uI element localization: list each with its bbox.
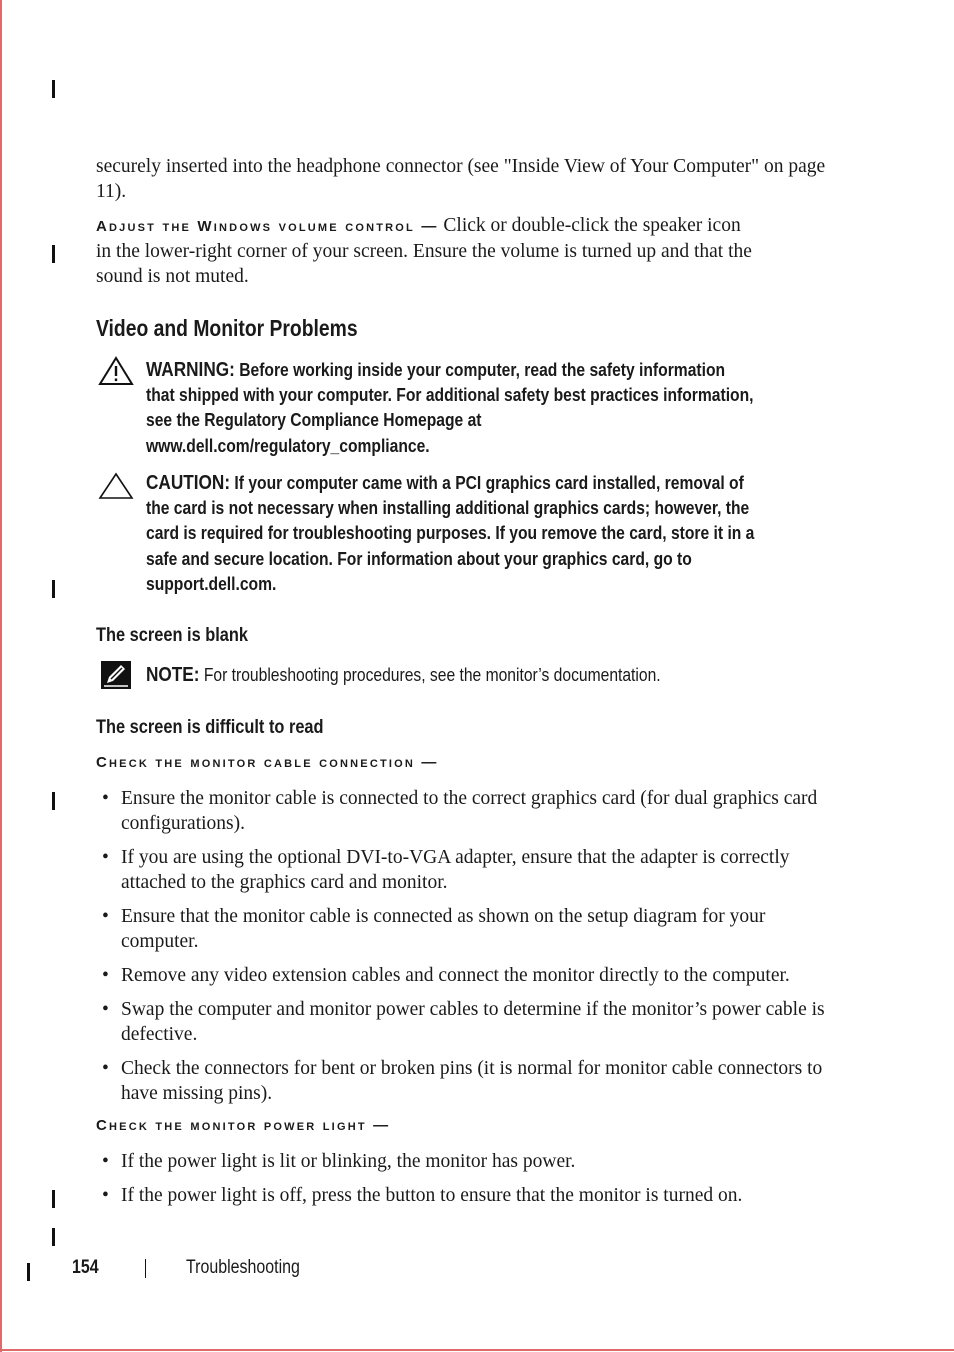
warning-line-2: that shipped with your computer. For additional safety best practices information, xyxy=(146,385,754,406)
footer-section: Troubleshooting xyxy=(186,1257,300,1278)
change-bar xyxy=(52,1190,55,1208)
note-text: For troubleshooting procedures, see the monitor’s documentation. xyxy=(203,665,661,685)
caution-line-2: the card is not necessary when installing additional graphics cards; however, the xyxy=(146,498,750,519)
support-link[interactable]: support.dell.com xyxy=(146,573,273,594)
list-item: • Check the connectors for bent or broken pins (it is normal for monitor cable connectors to have missing pins). xyxy=(102,1058,823,1104)
list-item: • Remove any video extension cables and connect the monitor directly to the computer. xyxy=(102,965,790,986)
list-item: • If the power light is lit or blinking, the monitor has power. xyxy=(102,1151,576,1172)
adjust-volume-line-2: in the lower-right corner of your screen. Ensure the volume is turned up and that the xyxy=(96,241,752,262)
change-bar xyxy=(52,792,55,810)
caution-line-3: card is required for troubleshooting purposes. If you remove the card, store it in a xyxy=(146,523,755,544)
check-cable-heading: Check the monitor cable connection — xyxy=(96,754,439,771)
caution-line-1: If your computer came with a PCI graphics card installed, removal of xyxy=(234,473,744,493)
warning-line-3: see the Regulatory Compliance Homepage at xyxy=(146,410,482,431)
screen-blank-title: The screen is blank xyxy=(96,624,249,646)
adjust-volume-line-3: sound is not muted. xyxy=(96,266,249,287)
regulatory-compliance-link[interactable]: www.dell.com/regulatory_compliance xyxy=(146,435,426,456)
change-bar xyxy=(52,80,55,98)
caution-notice: CAUTION: If your computer came with a PCI graphics card installed, removal of the card is not necessary when installing additional graphics cards; however, the card is required for troubleshooting purposes. If you remove the card, store it in a safe and secure location. For information about your graphics card, go to support.dell.com. xyxy=(146,472,755,594)
list-item: • If you are using the optional DVI-to-VGA adapter, ensure that the adapter is correctly attached to the graphics card and monitor. xyxy=(102,847,790,893)
section-title: Video and Monitor Problems xyxy=(96,315,358,341)
warning-label: WARNING: xyxy=(146,359,235,381)
note-notice xyxy=(146,663,826,688)
caution-triangle-icon xyxy=(98,472,134,500)
adjust-volume-paragraph xyxy=(96,213,826,289)
list-item: • If the power light is off, press the button to ensure that the monitor is turned on. xyxy=(102,1185,743,1206)
adjust-volume-line-1: Click or double-click the speaker icon xyxy=(443,215,741,236)
change-bar xyxy=(27,1263,30,1281)
change-bar xyxy=(52,245,55,263)
warning-triangle-icon xyxy=(98,356,134,386)
check-power-heading: Check the monitor power light — xyxy=(96,1117,391,1134)
list-item: • Ensure the monitor cable is connected to the correct graphics card (for dual graphics card configurations). xyxy=(102,788,818,834)
caution-line-4: safe and secure location. For information about your graphics card, go to xyxy=(146,548,692,569)
change-bar xyxy=(52,1228,55,1246)
page-edge-left xyxy=(0,0,2,1352)
check-cable-list xyxy=(96,786,836,1106)
intro-paragraph: securely inserted into the headphone connector (see "Inside View of Your Computer" on page 11). xyxy=(96,156,826,202)
warning-line-1: Before working inside your computer, read the safety information xyxy=(239,360,726,380)
list-item: • Swap the computer and monitor power cables to determine if the monitor’s power cable is defective. xyxy=(102,999,825,1045)
list-item: • Ensure that the monitor cable is connected as shown on the setup diagram for your computer. xyxy=(102,906,766,952)
note-pencil-icon xyxy=(100,660,132,690)
screen-difficult-title: The screen is difficult to read xyxy=(96,716,324,738)
page-edge-bottom xyxy=(0,1349,954,1351)
check-power-list xyxy=(96,1149,836,1217)
footer-separator xyxy=(145,1259,146,1278)
warning-notice: WARNING: Before working inside your computer, read the safety information that shipped with your computer. For additional safety best practices information, see the Regulatory Compliance Homepage at www.dell.com/regulatory_compliance. xyxy=(146,359,754,456)
page-number: 154 xyxy=(72,1257,99,1278)
adjust-volume-heading: Adjust the Windows volume control — xyxy=(96,218,439,235)
change-bar xyxy=(52,580,55,598)
caution-label: CAUTION: xyxy=(146,472,231,494)
note-label: NOTE: xyxy=(146,664,200,686)
